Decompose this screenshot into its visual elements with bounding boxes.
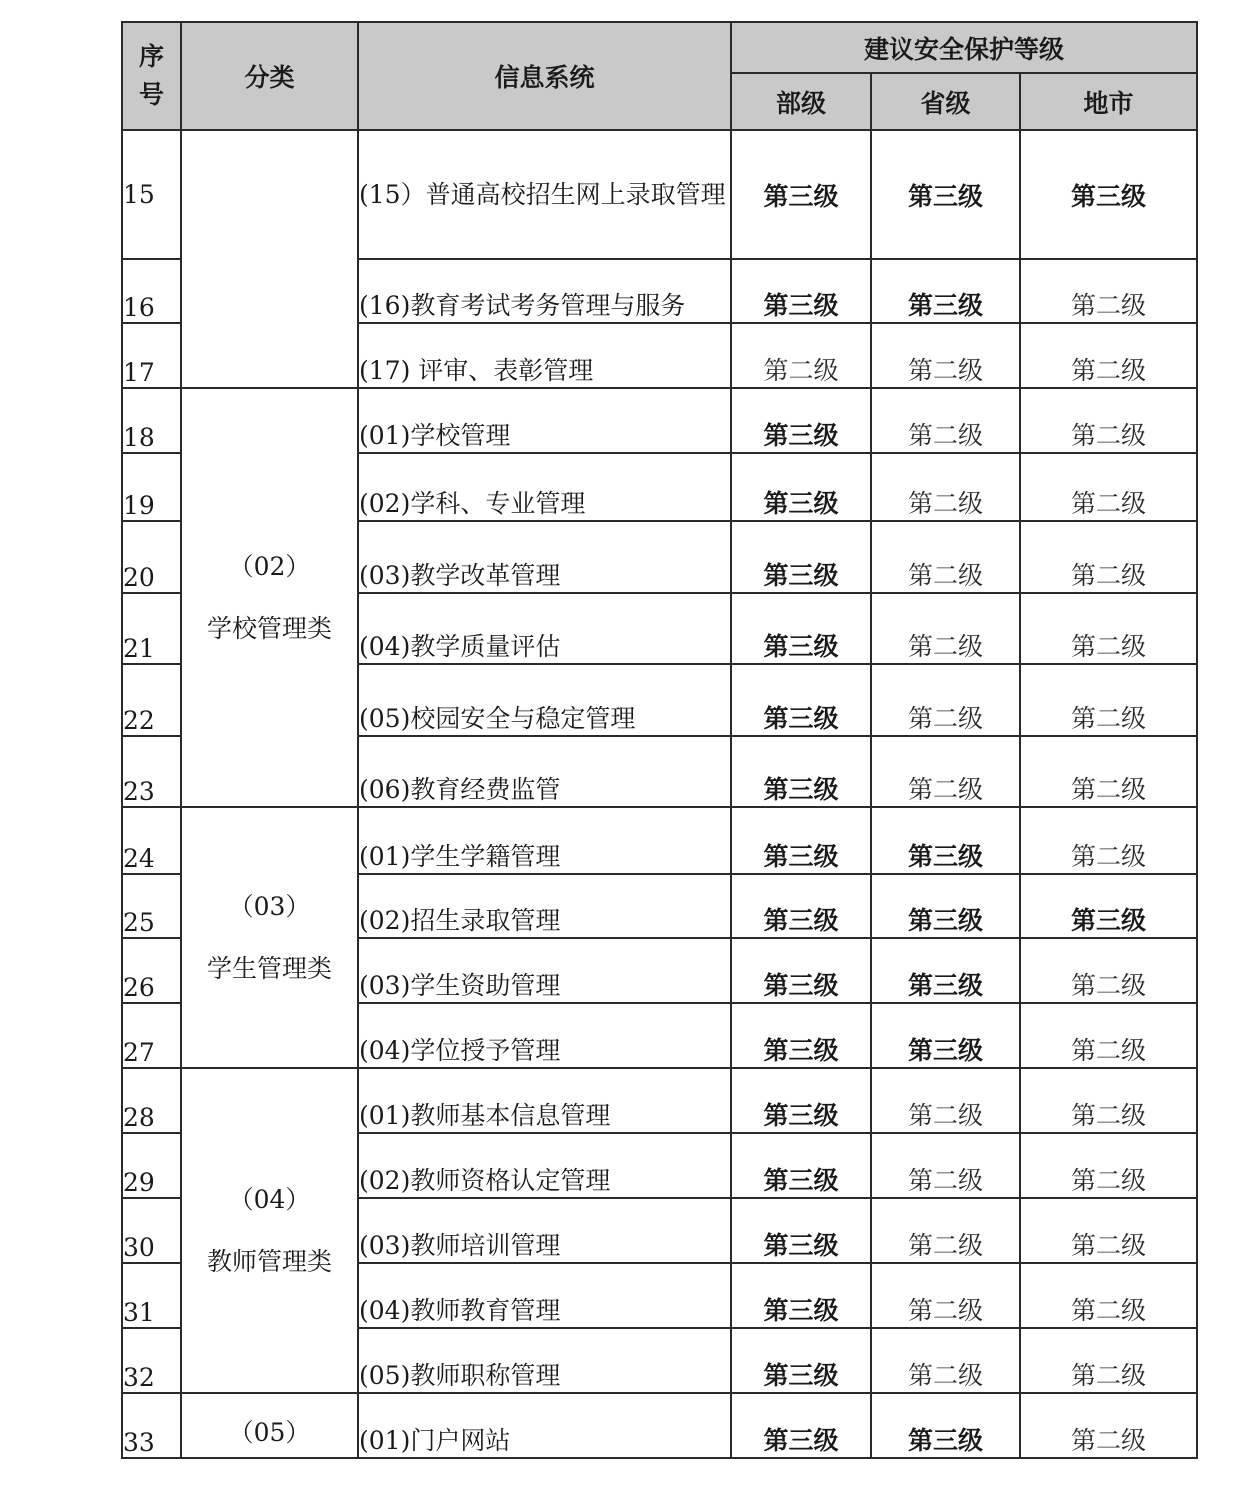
level-ministry: 第三级 [731, 521, 871, 593]
level-province: 第三级 [871, 1393, 1020, 1458]
level-city: 第二级 [1020, 1198, 1197, 1263]
header-ministry: 部级 [731, 73, 871, 130]
category-code: （02） [228, 551, 311, 581]
row-number: 31 [122, 1263, 181, 1328]
level-ministry: 第三级 [731, 1003, 871, 1068]
table-row [122, 1068, 1197, 1133]
level-ministry: 第三级 [731, 874, 871, 938]
row-number: 22 [122, 664, 181, 736]
system-name: (01)教师基本信息管理 [358, 1068, 731, 1133]
level-city: 第三级 [1020, 874, 1197, 938]
row-number: 33 [122, 1393, 181, 1458]
system-name: (03)教师培训管理 [358, 1198, 731, 1263]
level-ministry: 第三级 [731, 664, 871, 736]
category-cell [181, 388, 358, 807]
header-protection-level-group: 建议安全保护等级 [731, 22, 1197, 73]
category-code: （04） [228, 1184, 311, 1214]
row-number: 30 [122, 1198, 181, 1263]
level-ministry: 第三级 [731, 453, 871, 521]
row-number: 23 [122, 736, 181, 807]
row-number: 26 [122, 938, 181, 1003]
level-city: 第二级 [1020, 521, 1197, 593]
level-province: 第二级 [871, 1133, 1020, 1198]
level-province: 第三级 [871, 130, 1020, 259]
level-city: 第二级 [1020, 388, 1197, 453]
level-province: 第二级 [871, 1068, 1020, 1133]
level-ministry: 第三级 [731, 593, 871, 664]
system-name: (04)教学质量评估 [358, 593, 731, 664]
system-name: (01)学生学籍管理 [358, 807, 731, 874]
level-province: 第三级 [871, 807, 1020, 874]
system-name: (04)教师教育管理 [358, 1263, 731, 1328]
level-city: 第二级 [1020, 664, 1197, 736]
category-cell [181, 130, 358, 388]
level-province: 第三级 [871, 874, 1020, 938]
row-number: 25 [122, 874, 181, 938]
level-province: 第二级 [871, 664, 1020, 736]
level-ministry: 第三级 [731, 1263, 871, 1328]
row-number: 20 [122, 521, 181, 593]
level-city: 第二级 [1020, 259, 1197, 323]
level-province: 第三级 [871, 259, 1020, 323]
system-name: (02)学科、专业管理 [358, 453, 731, 521]
level-city: 第二级 [1020, 1328, 1197, 1393]
level-ministry: 第三级 [731, 736, 871, 807]
table-row [122, 807, 1197, 874]
level-province: 第三级 [871, 1003, 1020, 1068]
system-name: (01)学校管理 [358, 388, 731, 453]
level-province: 第三级 [871, 938, 1020, 1003]
category-code: （05） [228, 1418, 311, 1447]
system-name: (16)教育考试考务管理与服务 [358, 259, 731, 323]
category-code: （03） [228, 891, 311, 921]
row-number: 24 [122, 807, 181, 874]
level-city: 第二级 [1020, 1263, 1197, 1328]
system-name: (05)教师职称管理 [358, 1328, 731, 1393]
header-system: 信息系统 [358, 22, 731, 130]
level-province: 第二级 [871, 323, 1020, 388]
security-level-table [121, 21, 1198, 1459]
category-name: 教师管理类 [206, 1246, 332, 1276]
level-ministry: 第三级 [731, 388, 871, 453]
system-name: (02)招生录取管理 [358, 874, 731, 938]
level-ministry: 第三级 [731, 259, 871, 323]
category-name: 学生管理类 [206, 953, 332, 983]
system-name: (03)教学改革管理 [358, 521, 731, 593]
system-name: (03)学生资助管理 [358, 938, 731, 1003]
level-province: 第二级 [871, 1328, 1020, 1393]
system-name: (15）普通高校招生网上录取管理 [358, 130, 731, 259]
level-city: 第二级 [1020, 1068, 1197, 1133]
row-number: 32 [122, 1328, 181, 1393]
level-ministry: 第三级 [731, 1198, 871, 1263]
table-row [122, 130, 1197, 259]
level-city: 第二级 [1020, 1133, 1197, 1198]
level-province: 第二级 [871, 521, 1020, 593]
level-city: 第二级 [1020, 453, 1197, 521]
table-body [122, 130, 1197, 1458]
header-seq: 序号 [122, 22, 181, 130]
level-city: 第二级 [1020, 323, 1197, 388]
row-number: 16 [122, 259, 181, 323]
row-number: 15 [122, 130, 181, 259]
level-province: 第二级 [871, 453, 1020, 521]
level-province: 第二级 [871, 736, 1020, 807]
level-province: 第二级 [871, 388, 1020, 453]
system-name: (05)校园安全与稳定管理 [358, 664, 731, 736]
category-cell [181, 807, 358, 1068]
row-number: 28 [122, 1068, 181, 1133]
level-ministry: 第三级 [731, 1328, 871, 1393]
level-ministry: 第三级 [731, 938, 871, 1003]
row-number: 29 [122, 1133, 181, 1198]
category-cell [181, 1068, 358, 1393]
row-number: 21 [122, 593, 181, 664]
table-row [122, 1393, 1197, 1458]
row-number: 18 [122, 388, 181, 453]
header-category: 分类 [181, 22, 358, 130]
level-ministry: 第三级 [731, 1393, 871, 1458]
level-province: 第二级 [871, 1198, 1020, 1263]
level-ministry: 第三级 [731, 1068, 871, 1133]
level-city: 第二级 [1020, 938, 1197, 1003]
level-ministry: 第二级 [731, 323, 871, 388]
system-name: (17) 评审、表彰管理 [358, 323, 731, 388]
system-name: (01)门户网站 [358, 1393, 731, 1458]
system-name: (06)教育经费监管 [358, 736, 731, 807]
table-row [122, 388, 1197, 453]
level-city: 第二级 [1020, 1393, 1197, 1458]
system-name: (04)学位授予管理 [358, 1003, 731, 1068]
category-cell [181, 1393, 358, 1458]
level-city: 第二级 [1020, 736, 1197, 807]
level-city: 第二级 [1020, 807, 1197, 874]
header-province: 省级 [871, 73, 1020, 130]
level-ministry: 第三级 [731, 1133, 871, 1198]
system-name: (02)教师资格认定管理 [358, 1133, 731, 1198]
row-number: 19 [122, 453, 181, 521]
level-city: 第三级 [1020, 130, 1197, 259]
header-city: 地市 [1020, 73, 1197, 130]
level-city: 第二级 [1020, 593, 1197, 664]
category-name: 学校管理类 [206, 613, 332, 643]
level-province: 第二级 [871, 593, 1020, 664]
row-number: 27 [122, 1003, 181, 1068]
level-ministry: 第三级 [731, 130, 871, 259]
level-province: 第二级 [871, 1263, 1020, 1328]
row-number: 17 [122, 323, 181, 388]
level-ministry: 第三级 [731, 807, 871, 874]
level-city: 第二级 [1020, 1003, 1197, 1068]
